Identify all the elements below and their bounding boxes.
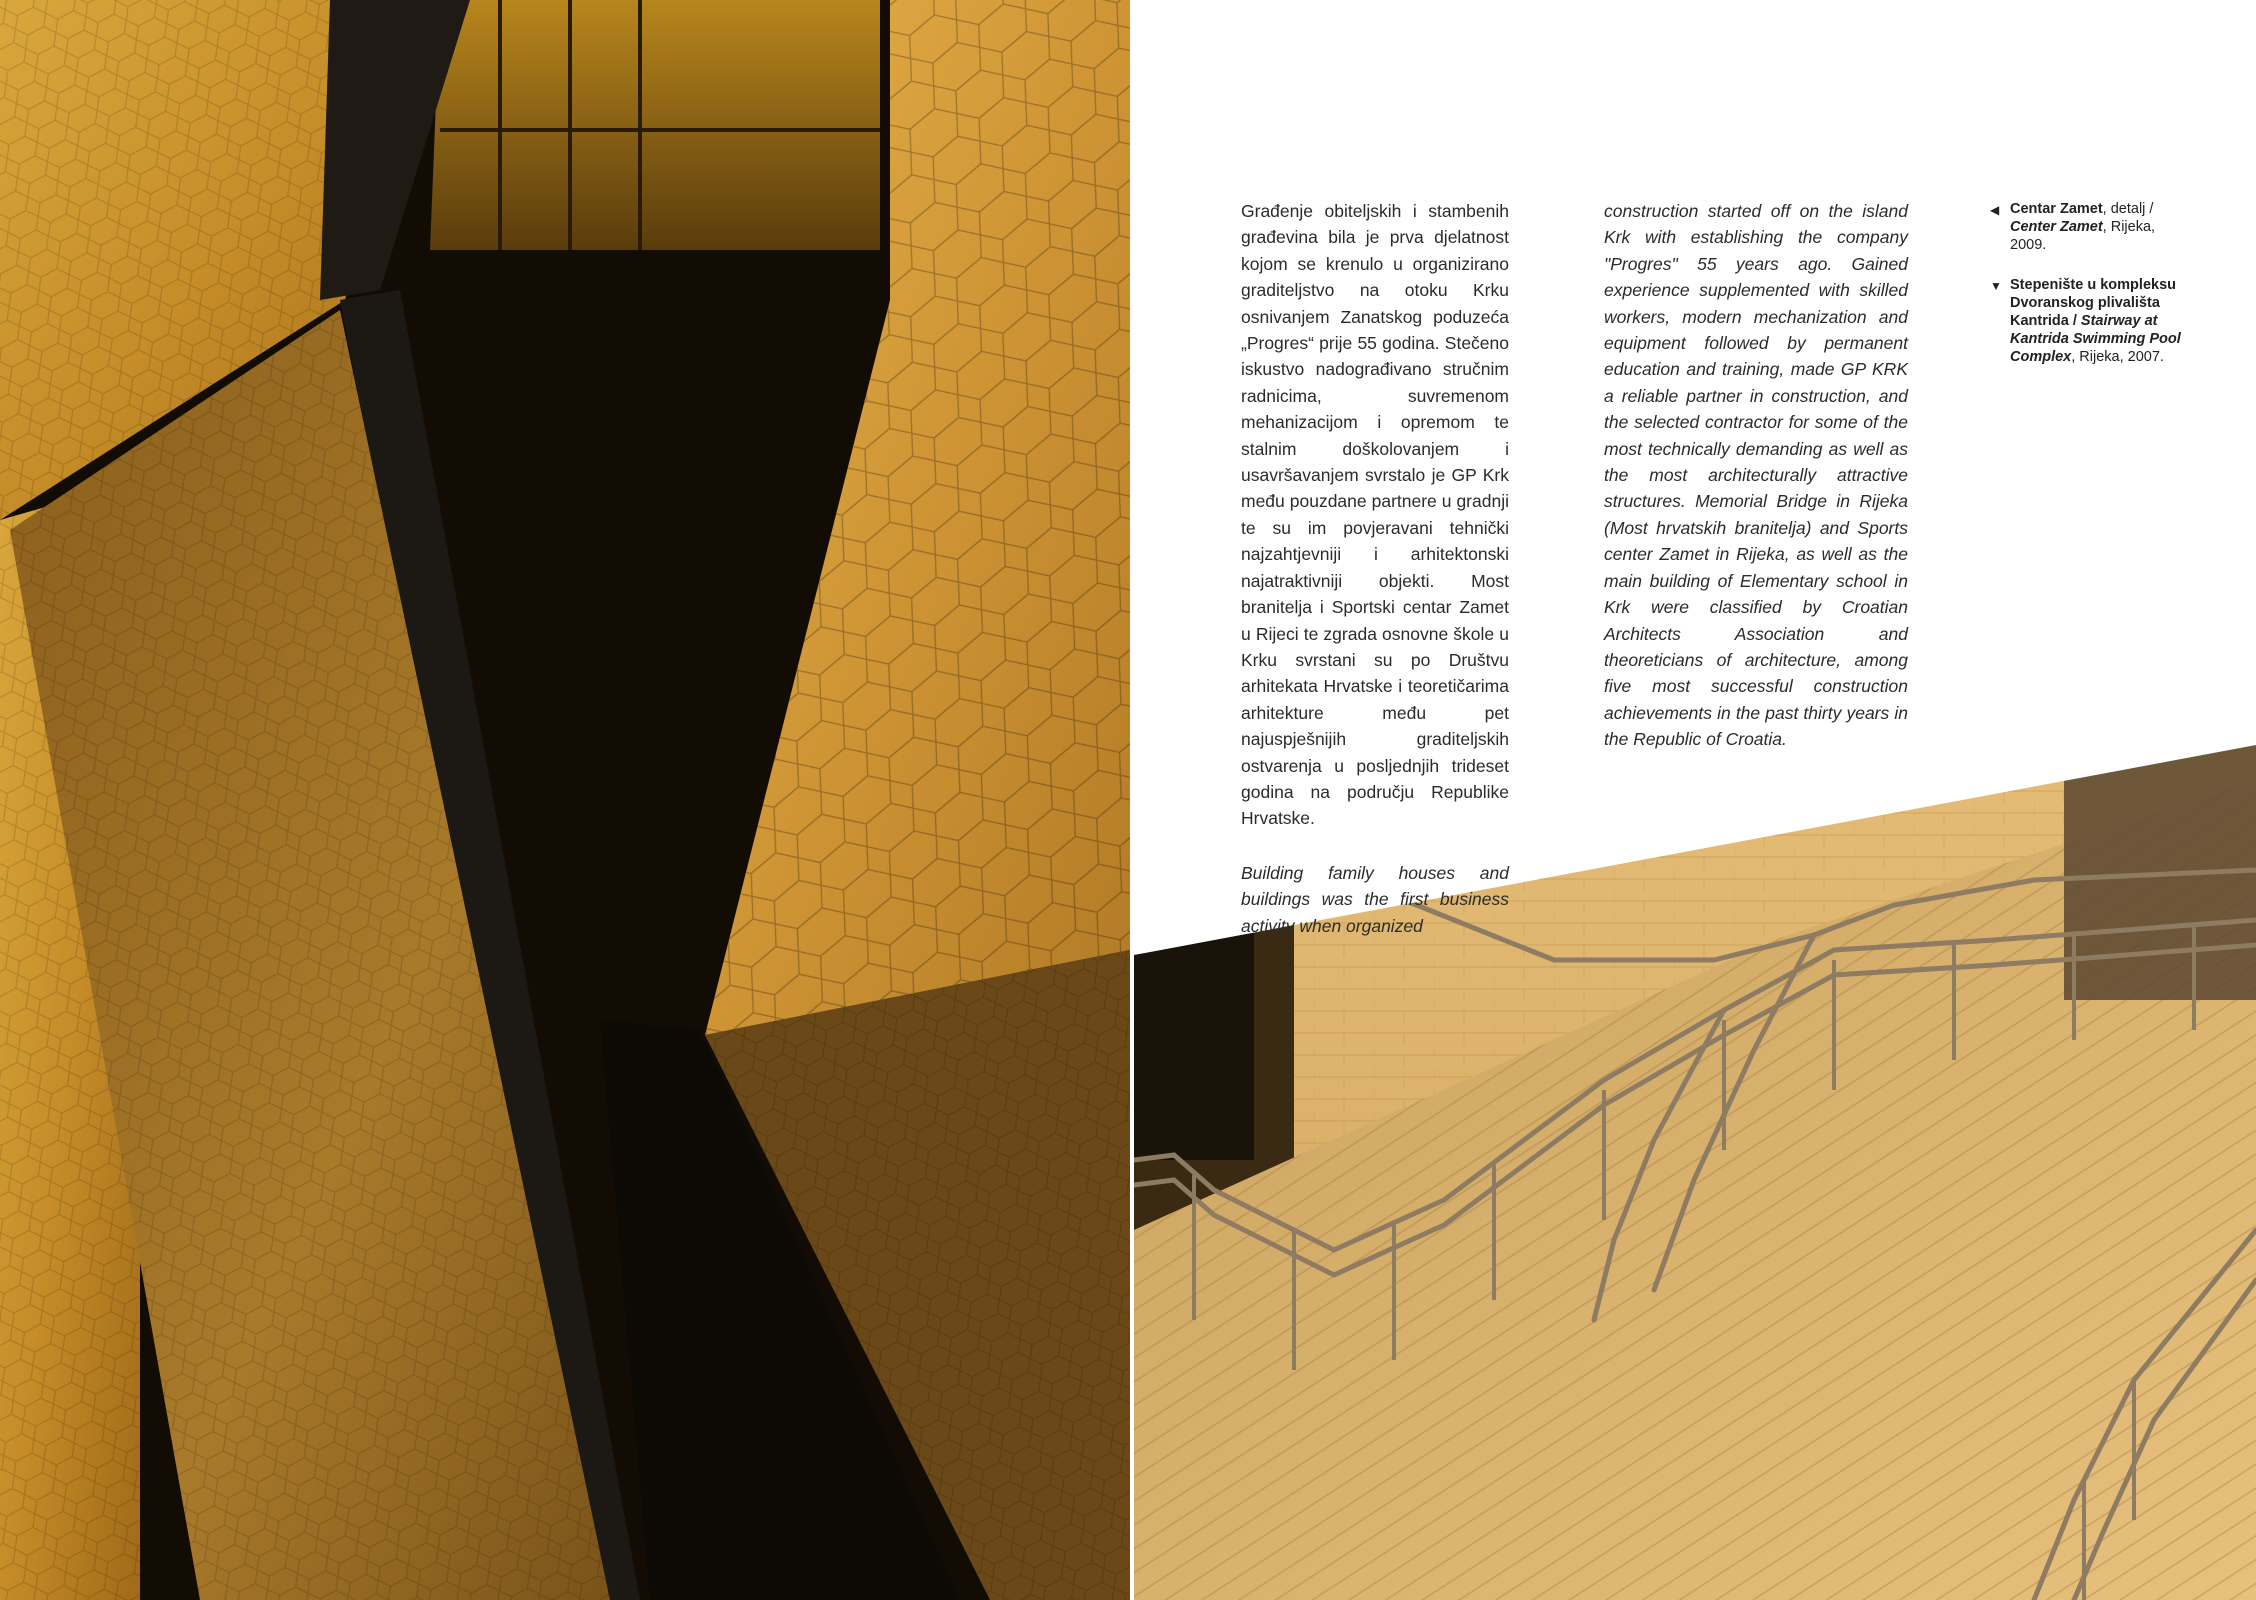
caption-detail-hr: , detalj / <box>2102 201 2154 217</box>
paragraph-english-continued: construction started off on the island Krk with establishing the company "Progres" 55 years ago. Gained experience supplemented with skilled workers, modern mechanization and equipment followed by permanent education and training, made GP KRK a reliable partner in construction, and the selected contractor for some of the most technically demanding as well as the most architecturally attractive structures. Memorial Bridge in Rijeka (Most hrvatskih branitelja) and Sports center Zamet in Rijeka, as well as the main building of Elementary school in Krk were classified by Croatian Architects Association and theoreticians of architecture, among five most successful construction achievements in the past thirty years in the Republic of Croatia. <box>1604 201 1908 750</box>
arrow-down-icon: ▼ <box>1990 279 2002 293</box>
text-column-2 <box>1604 198 1908 753</box>
caption-place-date: , Rijeka, 2007. <box>2071 349 2164 365</box>
text-column-1 <box>1241 198 1509 939</box>
photo-captions <box>1990 200 2190 388</box>
paragraph-croatian: Građenje obiteljskih i stambenih građevina bila je prva djelatnost kojom se krenulo u organizirano graditeljstvo na otoku Krku osnivanjem Zanatskog poduzeća „Progres“ prije 55 godina. Stečeno iskustvo nadograđivano stručnim radnicima, suvremenom mehanizacijom i opremom te stalnim doškolovanjem i usavršavanjem svrstalo je GP Krk među pouzdane partnere u gradnji te su im povjeravani tehnički najzahtjevniji i arhitektonski najatraktivniji objekti. Most branitelja i Sportski centar Zamet u Rijeci te zgrada osnovne škole u Krku svrstani su po Društvu arhitekata Hrvatske i teoretičarima arhitekture među pet najuspješnijih graditeljskih ostvarenja u posljednjih trideset godina na području Republike Hrvatske. <box>1241 201 1509 829</box>
arrow-left-icon: ◀ <box>1990 203 2000 217</box>
caption-left-photo <box>1990 200 2190 254</box>
caption-place-date: , Rijeka, 2009. <box>2010 219 2156 253</box>
caption-title-hr: Stepenište u kompleksu Dvoranskog plivališta Kantrida / <box>2010 277 2176 329</box>
caption-right-photo <box>1990 276 2190 366</box>
caption-title-en: Stairway at Kantrida Swimming Pool Complex <box>2010 313 2181 365</box>
caption-title-hr: Centar Zamet <box>2010 201 2103 217</box>
paragraph-english-start: Building family houses and buildings was the first business activity when organized <box>1241 862 1509 936</box>
caption-title-en: Center Zamet <box>2010 219 2103 235</box>
